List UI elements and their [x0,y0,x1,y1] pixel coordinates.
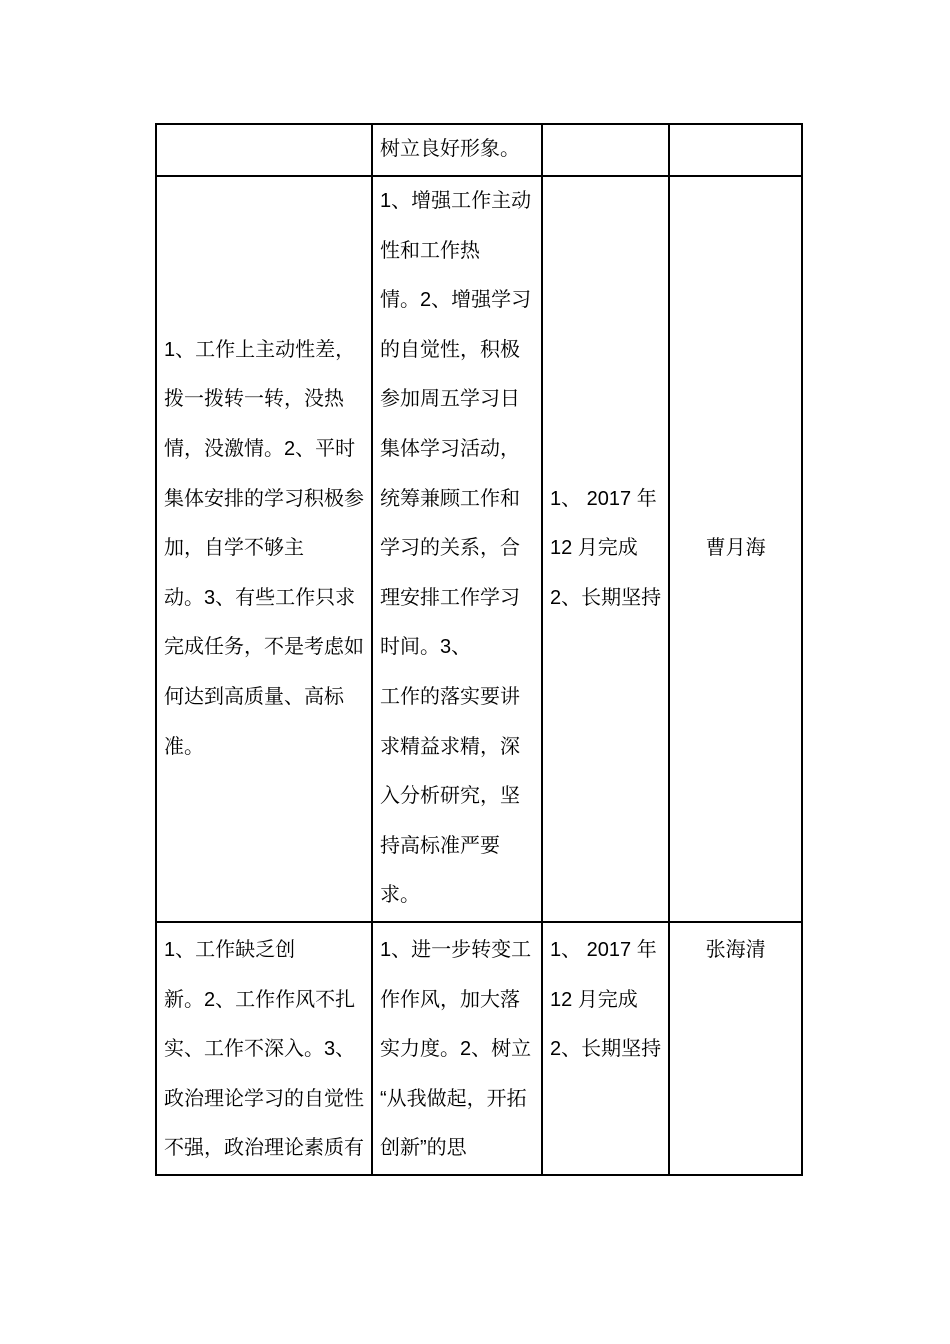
text-line: 拨一拨转一转，没热 [164,388,344,411]
cell-measures-r3 [372,922,542,1175]
text-line: 实力度。2、树立 [380,1038,532,1061]
text-line: 12 月完成 [550,988,638,1011]
text-line: 不强，政治理论素质有 [164,1137,364,1160]
text-line: 1、进一步转变工 [380,938,532,961]
text-line: 的自觉性，积极 [380,338,520,361]
cell-measures-r1 [372,124,542,176]
text-line: 时间。3、 [380,636,472,659]
text-line: 情。2、增强学习 [380,289,532,312]
text-line: 统筹兼顾工作和 [380,487,520,510]
text-line: 完成任务，不是考虑如 [164,636,364,659]
text-line: “从我做起，开拓 [380,1087,527,1110]
text-line: 12 月完成 [550,537,638,560]
text-line: 参加周五学习日 [380,388,520,411]
cell-problems-r3 [156,922,372,1175]
text-line: 政治理论学习的自觉性 [164,1087,364,1110]
text-line: 持高标准严要 [380,834,500,857]
text-line: 2、长期坚持 [550,586,662,609]
text-line: 情，没激情。2、平时 [164,437,356,460]
text-line: 性和工作热 [380,239,480,262]
cell-deadline-r3 [542,922,669,1175]
text-line: 1、工作缺乏创 [164,938,296,961]
rectification-table [155,123,803,1176]
text-line: 加，自学不够主 [164,537,304,560]
cell-person-r3 [669,922,802,1175]
text-line: 求精益求精，深 [380,735,520,758]
text-line: 树立良好形象。 [380,138,520,161]
text-line: 1、 2017 年 [550,938,657,961]
text-line: 集体学习活动， [380,437,520,460]
text-line: 何达到高质量、高标 [164,685,344,708]
text-line: 集体安排的学习积极参 [164,487,364,510]
text-line: 动。3、有些工作只求 [164,586,356,609]
text-line: 求。 [380,884,420,907]
table-row-zhanghaiqing [156,922,802,1175]
text-line: 实、工作不深入。3、 [164,1038,356,1061]
cell-person-r1 [669,124,802,176]
text-line: 工作的落实要讲 [380,685,520,708]
cell-person-r2 [669,176,802,922]
table-row-continuation [156,124,802,176]
text-line: 入分析研究，坚 [380,785,520,808]
text-line: 2、长期坚持 [550,1038,662,1061]
text-line: 创新”的思 [380,1137,467,1160]
text-line: 1、增强工作主动 [380,190,532,212]
text-line: 准。 [164,735,204,758]
cell-deadline-r2 [542,176,669,922]
cell-deadline-r1 [542,124,669,176]
text-line: 张海清 [705,938,766,961]
text-line: 1、工作上主动性差， [164,338,356,361]
cell-problems-r1 [156,124,372,176]
cell-measures-r2 [372,176,542,922]
table-row-caoyuehai [156,176,802,922]
text-line: 曹月海 [705,537,766,560]
text-line: 新。2、工作作风不扎 [164,988,356,1011]
text-line: 学习的关系，合 [380,537,520,560]
text-line: 作作风，加大落 [380,988,520,1011]
text-line: 理安排工作学习 [380,586,520,609]
cell-problems-r2 [156,176,372,922]
text-line: 1、 2017 年 [550,487,657,510]
